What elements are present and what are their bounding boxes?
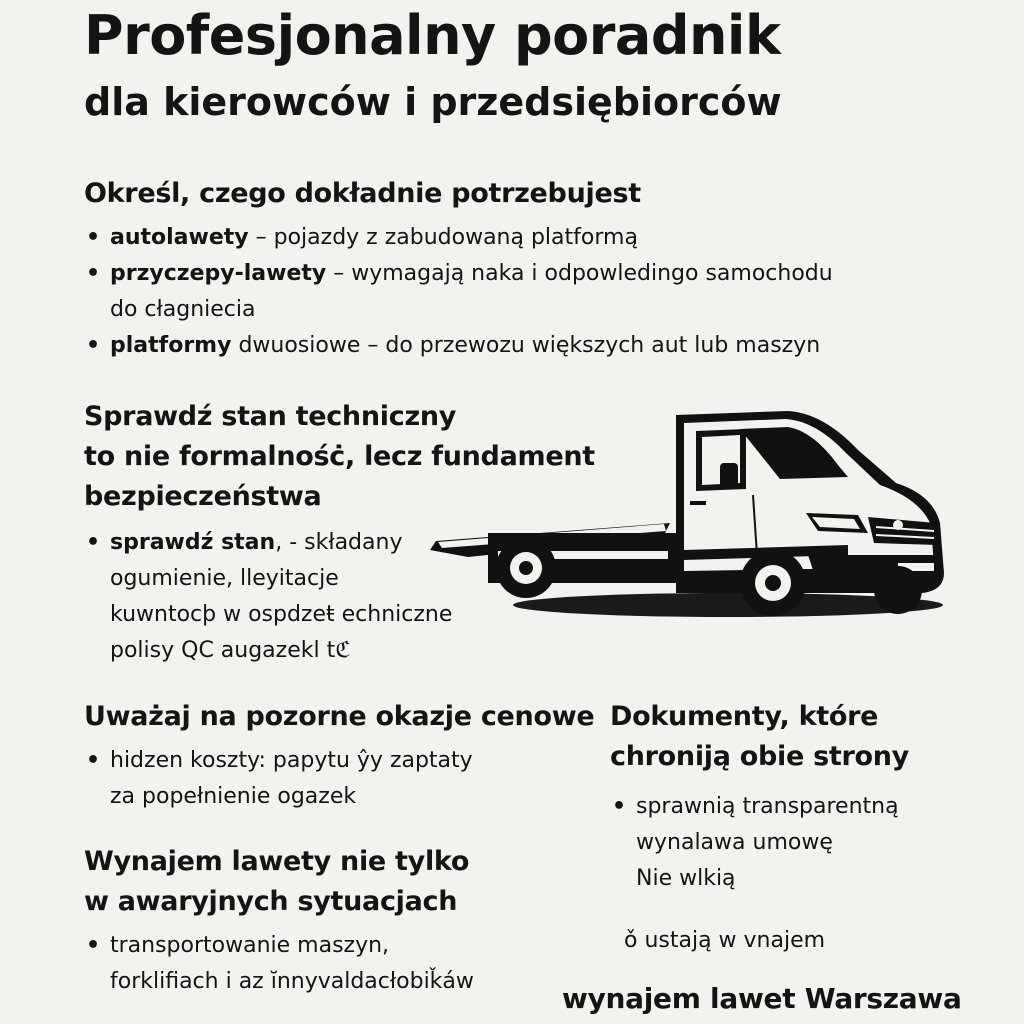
section-rental-heading-line: Wynajem lawety nie tylko [84, 846, 470, 877]
list-item: forklifiach i az ĭnnyvaldacłobiǩáw [110, 969, 474, 994]
list-item: • platformy dwuosiowe – do przewozu większych aut lub maszyn [84, 328, 833, 364]
section-documents-heading-line: Dokumenty, które [610, 701, 879, 732]
list-item: Nie wlkią [636, 866, 736, 891]
section-price-heading: Uważaj na pozorne okazje cenowe [84, 701, 595, 732]
documents-list [610, 789, 909, 897]
price-list [84, 743, 594, 815]
section-documents-heading-line: chroniją obie strony [610, 741, 909, 772]
list-item: • transportowanie maszyn, [84, 928, 474, 964]
list-item: • sprawnią transparentną [610, 789, 909, 825]
section-technical-heading-line: Sprawdź stan techniczny [84, 401, 457, 432]
page-title: Profesjonalny poradnik [84, 4, 781, 67]
list-item: ogumienie, lleyitacje [110, 566, 339, 591]
section-rental-heading-line: w awaryjnych sytuacjach [84, 886, 458, 917]
list-item: wynalawa umowę [636, 830, 833, 855]
section-technical-heading-line: bezpieczeństwa [84, 481, 322, 512]
list-item: do cłagniecia [110, 297, 256, 322]
section-price [84, 697, 594, 815]
footer-text: wynajem lawet Warszawa [562, 982, 962, 1015]
needs-list [84, 220, 833, 364]
list-item: • przyczepy-lawety – wymagają naka i odpowledingo samochodu [84, 256, 833, 292]
list-item: polisy QC augazekl tℭ [110, 638, 351, 663]
rental-list [84, 928, 474, 1000]
list-item: • hidzen koszty: papytu ŷy zaptaty [84, 743, 594, 779]
documents-note: ǒ ustają w vnajem [624, 928, 826, 953]
list-item: za popełnienie ogazek [110, 784, 357, 809]
flatbed-tow-truck-icon [428, 405, 953, 630]
list-item: • sprawdź stan, - składany [84, 525, 595, 561]
page-subtitle: dla kierowców i przedsiębiorców [84, 80, 782, 124]
section-rental [84, 842, 474, 1000]
section-documents [610, 697, 909, 959]
list-item: kuwntocþ w ospdzeŧ echniczne [110, 602, 453, 627]
section-needs-heading: Określ, czego dokładnie potrzebujest [84, 178, 641, 209]
section-technical-heading-line: to nie formalnośċ, lecz fundament [84, 441, 595, 472]
section-needs [84, 174, 833, 364]
list-item: • autolawety – pojazdy z zabudowaną platformą [84, 220, 833, 256]
